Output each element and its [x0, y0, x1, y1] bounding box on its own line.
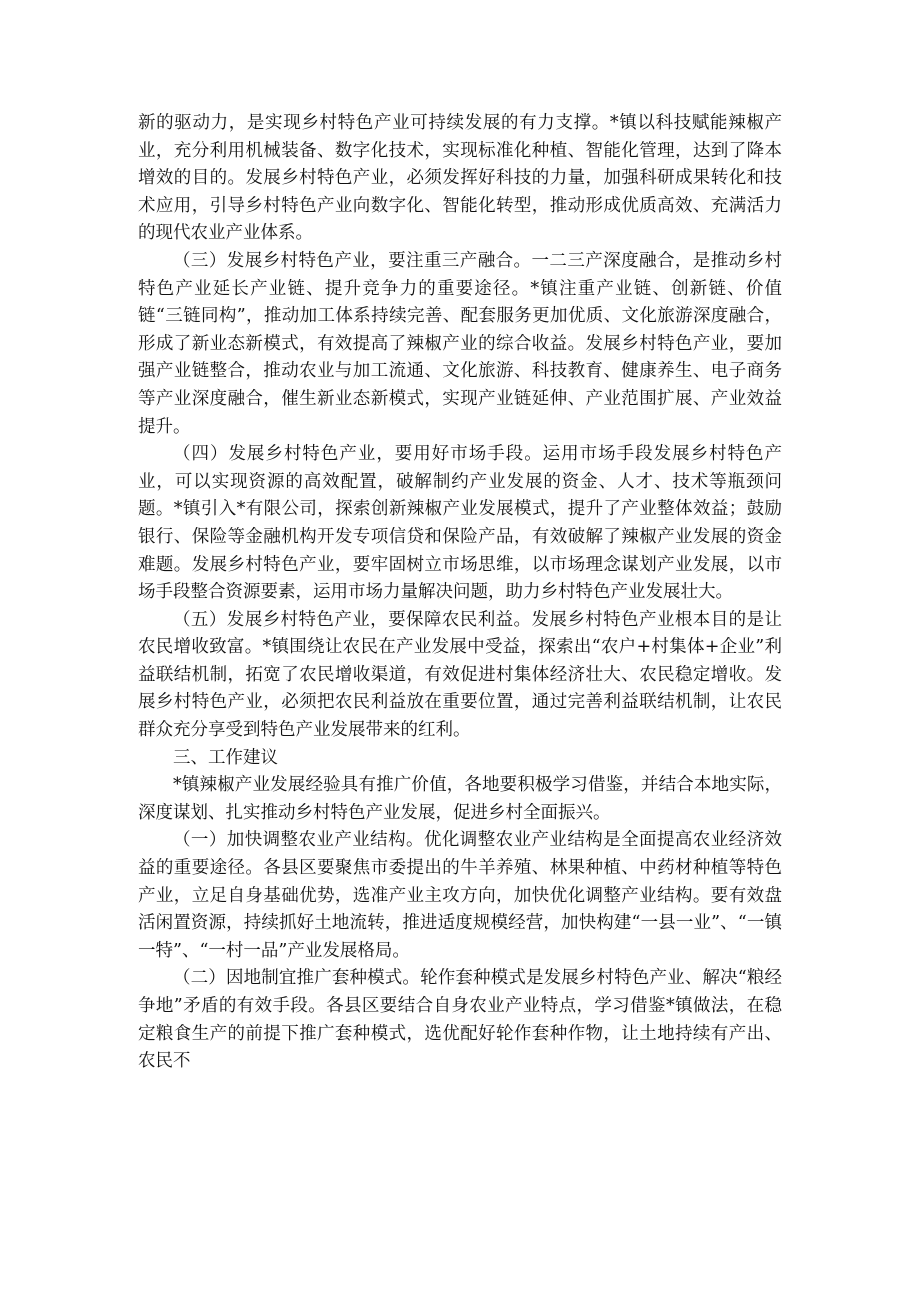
section-heading-work-suggestions: 三、工作建议: [173, 747, 278, 768]
paragraph-intercropping: （二）因地制宜推广套种模式。轮作套种模式是发展乡村特色产业、解决“粮经争地”矛盾的有效手段。各县区要结合自身农业产业特点，学习借鉴*镇做法，在稳定粮食生产的前提下推广套种模式，选优配好轮作套种作物，让土地持续有产出、农民不: [138, 968, 782, 1072]
paragraph-tech-support: 新的驱动力，是实现乡村特色产业可持续发展的有力支撑。*镇以科技赋能辣椒产业，充分利用机械装备、数字化技术，实现标准化种植、智能化管理，达到了降本增效的目的。发展乡村特色产业，必须发挥好科技的力量，加强科研成果转化和技术应用，引导乡村特色产业向数字化、智能化转型，推动形成优质高效、充满活力的现代农业产业体系。: [138, 113, 782, 244]
paragraph-farmer-interests: （五）发展乡村特色产业，要保障农民利益。发展乡村特色产业根本目的是让农民增收致富。*镇围绕让农民在产业发展中受益，探索出“农户+村集体+企业”利益联结机制，拓宽了农民增收渠道，有效促进村集体经济壮大、农民稳定增收。发展乡村特色产业，必须把农民利益放在重要位置，通过完善利益联结机制，让农民群众充分享受到特色产业发展带来的红利。: [138, 609, 782, 741]
paragraph-promotion-value: *镇辣椒产业发展经验具有推广价值，各地要积极学习借鉴，并结合本地实际，深度谋划、扎实推动乡村特色产业发展，促进乡村全面振兴。: [138, 775, 782, 823]
paragraph-market-means: （四）发展乡村特色产业，要用好市场手段。运用市场手段发展乡村特色产业，可以实现资源的高效配置，破解制约产业发展的资金、人才、技术等瓶颈问题。*镇引入*有限公司，探索创新辣椒产业发展模式，提升了产业整体效益；鼓励银行、保险等金融机构开发专项信贷和保险产品，有效破解了辣椒产业发展的资金难题。发展乡村特色产业，要牢固树立市场思维，以市场理念谋划产业发展，以市场手段整合资源要素，运用市场力量解决问题，助力乡村特色产业发展壮大。: [138, 444, 782, 603]
paragraph-adjust-structure: （一）加快调整农业产业结构。优化调整农业产业结构是全面提高农业经济效益的重要途径。各县区要聚焦市委提出的牛羊养殖、林果种植、中药材种植等特色产业，立足自身基础优势，选准产业主攻方向，加快优化调整产业结构。要有效盘活闲置资源，持续抓好土地流转，推进适度规模经营，加快构建“一县一业”、“一镇一特”、“一村一品”产业发展格局。: [138, 830, 782, 961]
paragraph-three-industries: （三）发展乡村特色产业，要注重三产融合。一二三产深度融合，是推动乡村特色产业延长产业链、提升竞争力的重要途径。*镇注重产业链、创新链、价值链“三链同构”，推动加工体系持续完善、配套服务更加优质、文化旅游深度融合，形成了新业态新模式，有效提高了辣椒产业的综合收益。发展乡村特色产业，要加强产业链整合，推动农业与加工流通、文化旅游、科技教育、健康养生、电子商务等产业深度融合，催生新业态新模式，实现产业链延伸、产业范围扩展、产业效益提升。: [138, 250, 782, 437]
document-body: [138, 110, 782, 1076]
